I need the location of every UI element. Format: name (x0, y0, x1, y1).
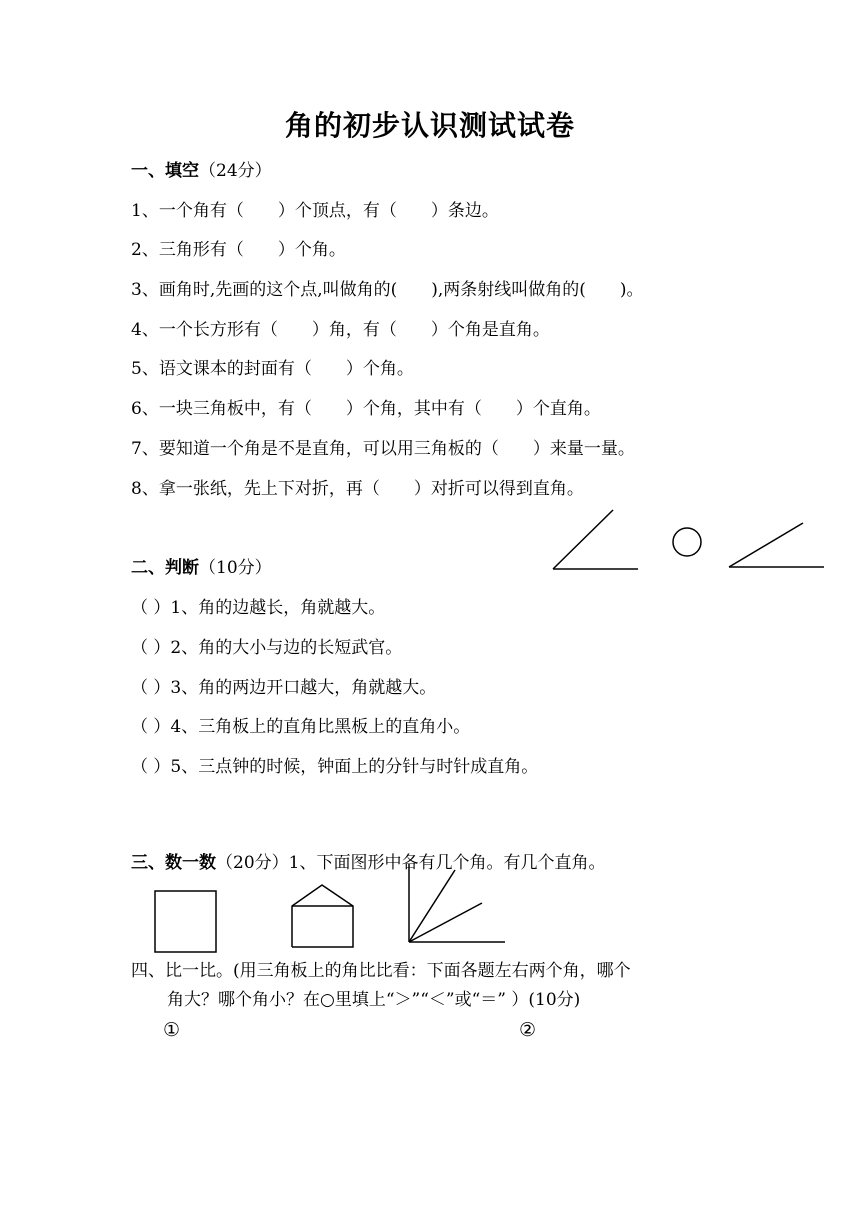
fill-blank-item-5: 5、语文课本的封面有（ ）个角。 (131, 359, 414, 379)
compare-label-2: ② (519, 1019, 537, 1041)
section-3-score: （20分） (216, 853, 289, 873)
section-2-title: 二、判断 (131, 558, 199, 578)
judge-item-1: （ ）1、角的边越长，角就越大。 (131, 598, 386, 618)
square-shape (155, 891, 216, 952)
fill-blank-item-3: 3、画角时,先画的这个点,叫做角的( ),两条射线叫做角的( )。 (131, 280, 644, 300)
judge-item-3: （ ）3、角的两边开口越大，角就越大。 (131, 678, 437, 698)
angle-figure-left (553, 510, 638, 569)
rays-shape (409, 864, 505, 942)
section-3-question: 1、下面图形中各有几个角。有几个直角。 (288, 853, 606, 873)
compare-label-1: ① (163, 1019, 181, 1041)
page-title: 角的初步认识测试试卷 (284, 109, 575, 142)
fill-blank-item-8: 8、拿一张纸，先上下对折，再（ ）对折可以得到直角。 (131, 479, 584, 499)
judge-item-5: （ ）5、三点钟的时候，钟面上的分针与时针成直角。 (131, 757, 539, 777)
section-4-line-2: 角大？哪个角小？在○里填上“＞”“＜”或“＝” ）(10分) (167, 990, 581, 1010)
fill-blank-item-6: 6、一块三角板中，有（ ）个角，其中有（ ）个直角。 (131, 399, 601, 419)
compare-circle[interactable] (673, 528, 701, 556)
judge-item-4: （ ）4、三角板上的直角比黑板上的直角小。 (131, 717, 471, 737)
judge-item-2: （ ）2、角的大小与边的长短武官。 (131, 638, 403, 658)
house-shape (292, 885, 353, 947)
section-1-title: 一、填空 (131, 161, 199, 181)
section-2-score: （10分） (199, 558, 272, 578)
section-4-line-1: 四、比一比。(用三角板上的角比比看：下面各题左右两个角，哪个 (131, 961, 631, 981)
section-1-score: （24分） (199, 161, 272, 181)
fill-blank-item-7: 7、要知道一个角是不是直角，可以用三角板的（ ）来量一量。 (131, 439, 635, 459)
fill-blank-item-2: 2、三角形有（ ）个角。 (131, 240, 346, 260)
fill-blank-item-1: 1、一个角有（ ）个顶点，有（ ）条边。 (131, 201, 499, 221)
section-3-title: 三、数一数 (131, 853, 216, 873)
fill-blank-item-4: 4、一个长方形有（ ）角，有（ ）个角是直角。 (131, 320, 550, 340)
angle-figure-right (729, 523, 824, 567)
